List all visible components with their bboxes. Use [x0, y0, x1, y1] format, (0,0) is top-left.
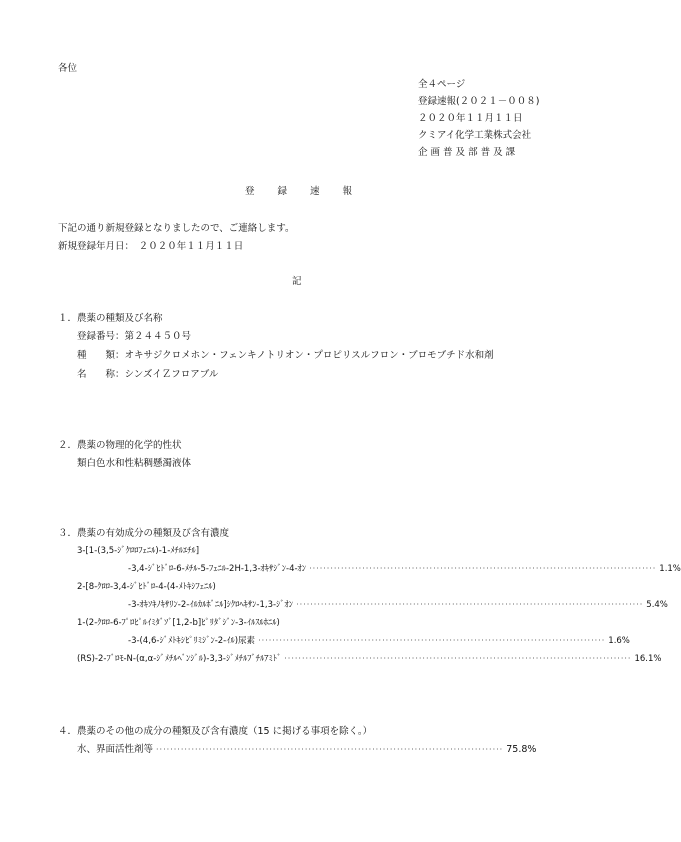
ingredient2-value: 5.4% — [646, 600, 668, 610]
intro-text: 下記の通り新規登録となりましたので、ご連絡します。 — [58, 223, 295, 234]
ingredient1-row — [128, 562, 681, 574]
ingredient2-line2: -3-ｵｷｿｷﾉｷｻﾘﾝ-2-ｲﾙｶﾙﾎﾞﾆﾙ]ｼｸﾛﾍｷｻﾝ-1,3-ｼﾞｵﾝ — [128, 600, 294, 610]
ingredient1-value: 1.1% — [659, 564, 681, 574]
ingredient1-line1: 3-[1-(3,5-ｼﾞｸﾛﾛﾌｪﾆﾙ)-1-ﾒﾁﾙｴﾁﾙ] — [77, 546, 200, 556]
section3-heading: ３．農薬の有効成分の種類及び含有濃度 — [58, 528, 230, 539]
kind-label: 種 類： — [77, 350, 125, 361]
ingredient2-line1: 2-[8-ｸﾛﾛ-3,4-ｼﾞﾋﾄﾞﾛ-4-(4-ﾒﾄｷｼﾌｪﾆﾙ) — [77, 582, 216, 592]
addressee: 各位 — [58, 63, 78, 74]
leader-dots: ·································································································· — [258, 636, 606, 645]
section1-heading: １．農薬の種類及び名称 — [58, 313, 163, 324]
pesticide-name — [77, 366, 218, 380]
ingredient4-value: 16.1% — [634, 654, 662, 664]
ki-heading: 記 — [292, 276, 302, 287]
ingredient1-line2: -3,4-ｼﾞﾋﾄﾞﾛ-6-ﾒﾁﾙ-5-ﾌｪﾆﾙ-2H-1,3-ｵｷｻｼﾞﾝ-4-ｵﾝ — [128, 564, 307, 574]
leader-dots: ·································································································· — [296, 600, 644, 609]
other-ingredients-value: 75.8% — [506, 744, 537, 755]
physical-state: 類白色水和性粘稠懸濁液体 — [77, 458, 192, 469]
ingredient4-line1: (RS)-2-ﾌﾞﾛﾓ-N-(α,α-ｼﾞﾒﾁﾙﾍﾞﾝｼﾞﾙ)-3,3-ｼﾞﾒﾁﾙﾌﾞﾁﾙｱﾐﾄﾞ — [77, 654, 282, 664]
issue-date: ２０２０年１１月１１日 — [418, 113, 523, 124]
kind-value: オキサジクロメホン・フェンキノトリオン・プロピリスルフロン・ブロモブチド水和剤 — [124, 350, 494, 361]
registration-number: 登録番号：第２４４５０号 — [77, 331, 192, 342]
ingredient3-value: 1.6% — [608, 636, 630, 646]
other-ingredients-row — [77, 741, 537, 755]
leader-dots: ·································································································· — [309, 564, 657, 573]
leader-dots: ·································································································· — [284, 654, 632, 663]
section4-heading: ４．農薬のその他の成分の種類及び含有濃度（15 に掲げる事項を除く。） — [58, 726, 373, 737]
bulletin-number: 登録速報(２０２１－００８) — [418, 96, 540, 107]
leader-dots: ·································································································· — [156, 745, 504, 754]
ingredient2-row — [128, 598, 668, 610]
department: 企 画 普 及 部 普 及 課 — [418, 147, 516, 158]
pesticide-kind — [77, 347, 494, 361]
page-count: 全４ページ — [418, 79, 466, 90]
name-label: 名 称： — [77, 369, 125, 380]
ingredient3-line1: 1-(2-ｸﾛﾛ-6-ﾌﾟﾛﾋﾟﾙｲﾐﾀﾞｿﾞ[1,2-b]ﾋﾟﾘﾀﾞｼﾞﾝ-3-ｲﾙｽﾙﾎﾆﾙ) — [77, 618, 280, 628]
other-ingredients-label: 水、界面活性剤等 — [77, 744, 154, 755]
company-name: クミアイ化学工業株式会社 — [418, 130, 532, 141]
ingredient4-row — [77, 652, 662, 664]
section2-heading: ２．農薬の物理的化学的性状 — [58, 440, 182, 451]
ingredient3-line2: -3-(4,6-ｼﾞﾒﾄｷｼﾋﾟﾘﾐｼﾞﾝ-2-ｲﾙ)尿素 — [128, 636, 256, 646]
page-title: 登 録 速 報 — [245, 186, 363, 197]
name-value: シンズイＺフロアブル — [124, 369, 219, 380]
registration-date: 新規登録年月日： ２０２０年１１月１１日 — [58, 241, 244, 252]
document-header — [418, 76, 539, 161]
ingredient3-row — [128, 634, 630, 646]
